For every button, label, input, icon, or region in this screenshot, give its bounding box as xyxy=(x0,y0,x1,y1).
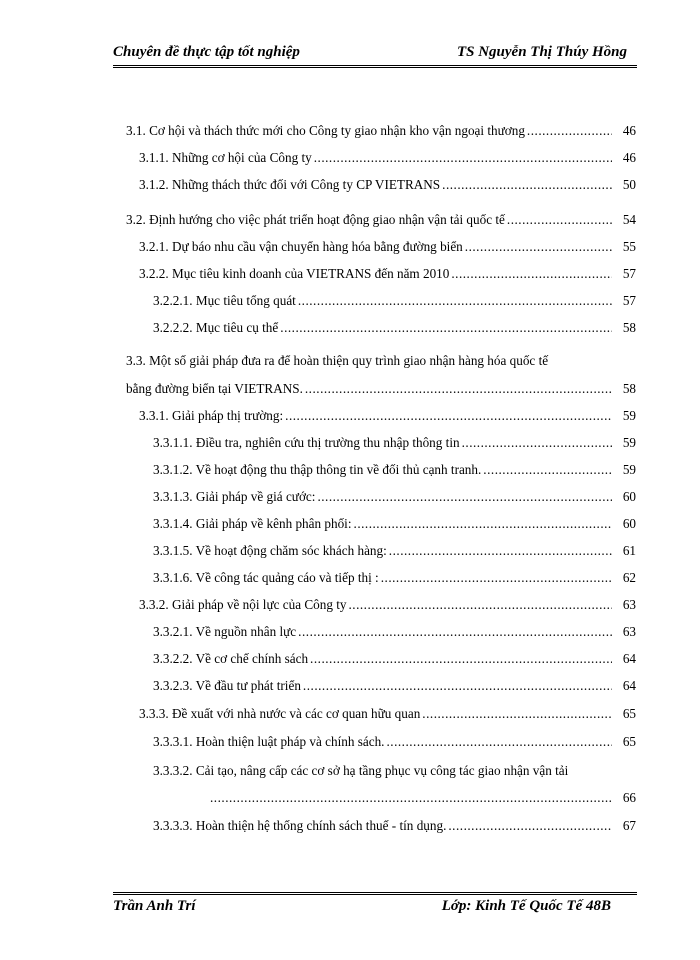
toc-leader-dots xyxy=(448,817,612,835)
toc-leader-dots xyxy=(507,211,612,229)
toc-entry-title: 3.2.2. Mục tiêu kinh doanh của VIETRANS đến năm 2010 xyxy=(139,266,450,281)
toc-entry xyxy=(153,650,636,668)
toc-leader-dots xyxy=(348,596,612,614)
toc-entry-title: 3.3.2.1. Về nguồn nhân lực xyxy=(153,624,297,639)
toc-leader-dots xyxy=(462,434,612,452)
header-document-title: Chuyên đề thực tập tốt nghiệp xyxy=(113,44,300,60)
toc-entry-title: 3.2. Định hướng cho việc phát triển hoạt động giao nhận vận tải quốc tế xyxy=(126,212,505,227)
toc-entry-page: 59 xyxy=(622,435,636,450)
toc-entry xyxy=(153,623,636,641)
toc-entry-page: 57 xyxy=(622,293,636,308)
toc-entry-page: 65 xyxy=(622,706,636,721)
toc-entry xyxy=(126,122,636,140)
toc-entry-title: 3.3.1.6. Về công tác quảng cáo và tiếp thị : xyxy=(153,570,379,585)
toc-entry-page: 46 xyxy=(622,150,636,165)
toc-entry-page: 67 xyxy=(622,818,636,833)
toc-entry-page: 50 xyxy=(622,177,636,192)
toc-leader-dots xyxy=(210,789,612,807)
footer-author: Trần Anh Trí xyxy=(113,898,196,914)
toc-entry-title: 3.3.1.5. Về hoạt động chăm sóc khách hàng: xyxy=(153,543,387,558)
toc-leader-dots xyxy=(451,265,612,283)
toc-entry-title-line1: 3.3. Một số giải pháp đưa ra để hoàn thiện quy trình giao nhận hàng hóa quốc tế xyxy=(126,353,549,368)
toc-leader-dots xyxy=(465,238,612,256)
toc-entry xyxy=(153,733,636,751)
toc-entry-page: 63 xyxy=(622,597,636,612)
toc-leader-dots xyxy=(381,569,612,587)
toc-entry-page: 58 xyxy=(622,320,636,335)
toc-entry-title-line1: 3.3.3.2. Cải tạo, nâng cấp các cơ sở hạ tầng phục vụ công tác giao nhận vận tải xyxy=(153,763,569,778)
toc-entry-title: 3.3.1.2. Về hoạt động thu thập thông tin về đối thủ cạnh tranh. xyxy=(153,462,482,477)
toc-leader-dots xyxy=(280,319,612,337)
toc-entry-title-line2: bằng đường biển tại VIETRANS. xyxy=(126,381,303,396)
toc-leader-dots xyxy=(285,407,612,425)
toc-entry-title: 3.3.1.3. Giải pháp về giá cước: xyxy=(153,489,316,504)
toc-entry-title: 3.3.3.1. Hoàn thiện luật pháp và chính sách. xyxy=(153,734,385,749)
toc-entry-title: 3.3.3. Đề xuất với nhà nước và các cơ quan hữu quan xyxy=(139,706,421,721)
toc-entry-title: 3.2.2.1. Mục tiêu tổng quát xyxy=(153,293,296,308)
toc-entry xyxy=(139,407,636,425)
toc-entry-page: 59 xyxy=(622,462,636,477)
toc-entry-title: 3.3.2.3. Về đầu tư phát triển xyxy=(153,678,301,693)
toc-entry-title: 3.3.1.1. Điều tra, nghiên cứu thị trường thu nhập thông tin xyxy=(153,435,460,450)
toc-entry-page: 63 xyxy=(622,624,636,639)
toc-leader-dots xyxy=(314,149,612,167)
toc-entry-page: 58 xyxy=(622,381,636,396)
toc-entry xyxy=(153,515,636,533)
toc-entry-title: 3.3.2. Giải pháp về nội lực của Công ty xyxy=(139,597,347,612)
toc-entry-title: 3.1.1. Những cơ hội của Công ty xyxy=(139,150,312,165)
toc-entry-title: 3.2.1. Dự báo nhu cầu vận chuyển hàng hóa bằng đường biển xyxy=(139,239,463,254)
toc-leader-dots xyxy=(442,176,612,194)
toc-entry-title: 3.3.2.2. Về cơ chế chính sách xyxy=(153,651,309,666)
toc-entry xyxy=(139,149,636,167)
toc-entry xyxy=(139,596,636,614)
toc-leader-dots xyxy=(389,542,612,560)
toc-entry-page: 62 xyxy=(622,570,636,585)
toc-leader-dots xyxy=(310,650,612,668)
toc-entry xyxy=(126,211,636,229)
toc-entry-page: 61 xyxy=(622,543,636,558)
toc-leader-dots xyxy=(305,380,612,398)
toc-entry xyxy=(139,176,636,194)
toc-entry xyxy=(153,434,636,452)
toc-entry xyxy=(139,705,636,723)
toc-entry xyxy=(139,238,636,256)
toc-entry-page: 64 xyxy=(622,651,636,666)
toc-entry-page: 64 xyxy=(622,678,636,693)
toc-entry-page: 54 xyxy=(622,212,636,227)
toc-entry xyxy=(153,677,636,695)
toc-leader-dots xyxy=(303,677,612,695)
toc-leader-dots xyxy=(354,515,612,533)
toc-leader-dots xyxy=(317,488,612,506)
toc-entry xyxy=(139,265,636,283)
toc-entry-page: 46 xyxy=(622,123,636,138)
toc-entry-title: 3.3.1. Giải pháp thị trường: xyxy=(139,408,284,423)
page-footer xyxy=(113,898,637,920)
toc-entry-page: 59 xyxy=(622,408,636,423)
toc-entry-page: 60 xyxy=(622,516,636,531)
toc-leader-dots xyxy=(298,623,612,641)
header-supervisor: TS Nguyễn Thị Thúy Hồng xyxy=(456,44,627,60)
toc-entry xyxy=(153,542,636,560)
toc-leader-dots xyxy=(483,461,612,479)
toc-entry-page: 57 xyxy=(622,266,636,281)
toc-leader-dots xyxy=(386,733,612,751)
toc-entry-title: 3.1. Cơ hội và thách thức mới cho Công ty giao nhận kho vận ngoại thương xyxy=(126,123,525,138)
toc-entry xyxy=(153,488,636,506)
footer-class: Lớp: Kinh Tế Quốc Tế 48B xyxy=(441,898,611,914)
toc-entry xyxy=(126,380,636,398)
toc-entry-page: 66 xyxy=(622,790,636,805)
toc-leader-dots xyxy=(422,705,612,723)
toc-entry xyxy=(210,789,636,807)
toc-entry xyxy=(153,319,636,337)
toc-entry-title: 3.3.1.4. Giải pháp về kênh phân phối: xyxy=(153,516,352,531)
toc-entry xyxy=(153,817,636,835)
toc-entry-page: 60 xyxy=(622,489,636,504)
toc-entry-title: 3.3.3.3. Hoàn thiện hệ thống chính sách thuế - tín dụng. xyxy=(153,818,447,833)
toc-entry-page: 65 xyxy=(622,734,636,749)
toc-entry-title: 3.2.2.2. Mục tiêu cụ thể xyxy=(153,320,279,335)
footer-divider xyxy=(113,892,637,895)
toc-entry-page: 55 xyxy=(622,239,636,254)
toc-entry xyxy=(153,292,636,310)
toc-entry xyxy=(153,569,636,587)
toc-entry xyxy=(153,461,636,479)
toc-leader-dots xyxy=(298,292,612,310)
toc-leader-dots xyxy=(527,122,612,140)
toc-entry-title: 3.1.2. Những thách thức đối với Công ty CP VIETRANS xyxy=(139,177,441,192)
